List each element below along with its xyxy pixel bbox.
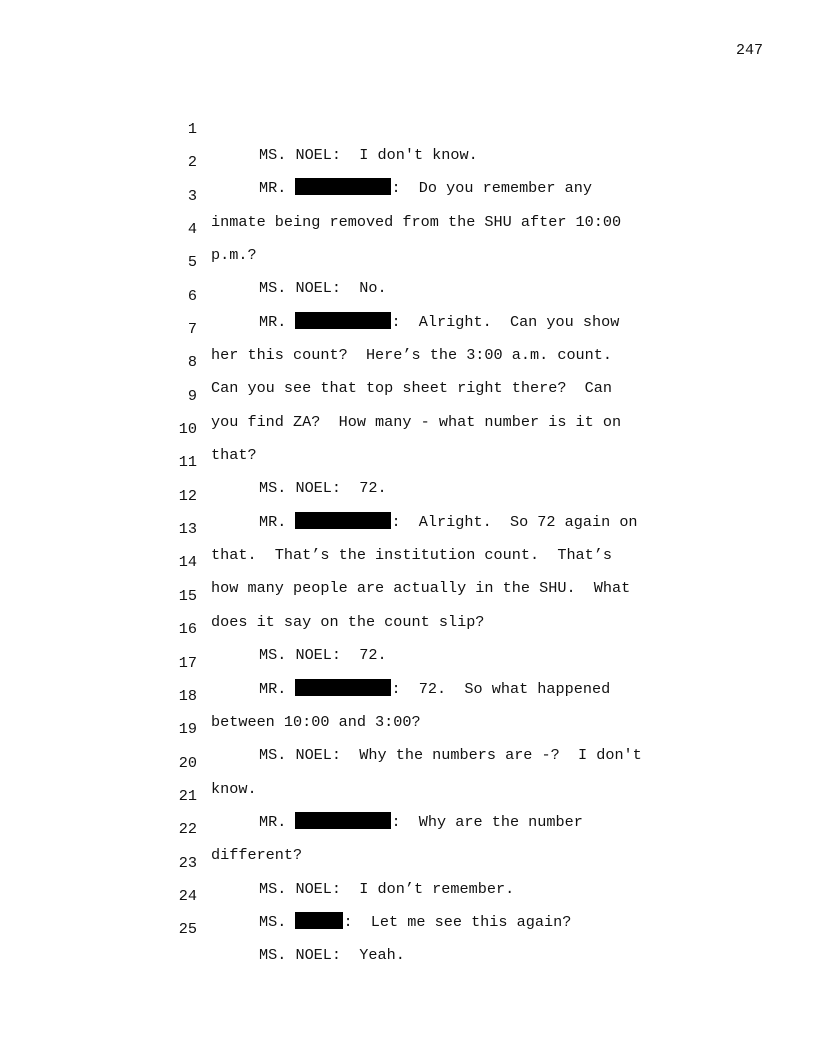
line-text: you find ZA? How many - what number is it on — [211, 412, 622, 431]
line-number: 18 — [178, 686, 197, 705]
transcript-line — [0, 257, 816, 331]
line-number: 5 — [187, 253, 197, 272]
line-number: 6 — [187, 286, 197, 305]
speaker-remark: : 72. So what happened — [391, 679, 611, 698]
speaker-prefix: MR. — [259, 512, 296, 531]
line-number: 21 — [178, 786, 197, 805]
line-text: that. That’s the institution count. That’s — [211, 546, 613, 565]
line-number: 4 — [187, 220, 197, 239]
speaker-prefix: MR. — [259, 312, 296, 331]
line-number: 9 — [187, 386, 197, 405]
line-number: 7 — [187, 320, 197, 339]
speaker-prefix: MR. — [259, 179, 296, 198]
line-text: does it say on the count slip? — [211, 612, 485, 631]
line-number: 3 — [187, 186, 197, 205]
transcript-line — [0, 290, 816, 365]
line-text: that? — [211, 446, 257, 465]
transcript-line — [0, 90, 816, 164]
line-number: 14 — [178, 553, 197, 572]
transcript-line — [0, 190, 816, 265]
speaker-remark: : Do you remember any — [391, 179, 592, 198]
line-text: MS. NOEL: Yeah. — [259, 946, 405, 965]
line-text: her this count? Here’s the 3:00 a.m. count. — [211, 346, 613, 365]
line-number: 22 — [178, 820, 197, 839]
line-number: 15 — [178, 586, 197, 605]
line-text: Can you see that top sheet right there? Can — [211, 379, 613, 398]
line-text: p.m.? — [211, 246, 257, 265]
speaker-prefix: MS. — [259, 912, 296, 931]
line-number: 10 — [178, 420, 197, 439]
speaker-prefix: MR. — [259, 679, 296, 698]
speaker-remark: : Why are the number — [391, 812, 583, 831]
line-text: between 10:00 and 3:00? — [211, 712, 421, 731]
line-number: 1 — [187, 120, 197, 138]
line-text: know. — [211, 779, 257, 798]
line-text: MS. NOEL: I don't know. — [259, 146, 478, 164]
line-number: 16 — [178, 620, 197, 639]
speaker-prefix: MR. — [259, 812, 296, 831]
transcript-line — [0, 123, 816, 198]
line-number: 24 — [178, 886, 197, 905]
transcript-line — [0, 157, 816, 231]
line-number: 19 — [178, 720, 197, 739]
line-number: 25 — [178, 920, 197, 939]
line-text: MS. NOEL: No. — [259, 279, 387, 298]
line-number: 11 — [178, 453, 197, 472]
transcript-line — [0, 890, 816, 965]
line-text: MS. NOEL: Why the numbers are -? I don't — [259, 746, 642, 765]
line-number: 17 — [178, 653, 197, 672]
transcript — [0, 90, 816, 965]
line-number: 2 — [187, 153, 197, 172]
transcript-line — [0, 323, 816, 398]
line-text: MS. NOEL: 72. — [259, 479, 387, 498]
transcript-line — [0, 223, 816, 298]
line-text: different? — [211, 846, 303, 865]
line-text: MS. NOEL: I don’t remember. — [259, 879, 515, 898]
line-number: 23 — [178, 853, 197, 872]
speaker-remark: : Let me see this again? — [343, 912, 572, 931]
line-text: how many people are actually in the SHU. What — [211, 579, 631, 598]
speaker-remark: : Alright. Can you show — [391, 312, 620, 331]
line-number: 20 — [178, 753, 197, 772]
line-text: inmate being removed from the SHU after 10:00 — [211, 212, 622, 231]
line-text: MS. NOEL: 72. — [259, 646, 387, 665]
page-number: 247 — [735, 42, 763, 59]
speaker-remark: : Alright. So 72 again on — [391, 512, 638, 531]
line-number: 12 — [178, 486, 197, 505]
line-number: 13 — [178, 520, 197, 539]
line-number: 8 — [187, 353, 197, 372]
